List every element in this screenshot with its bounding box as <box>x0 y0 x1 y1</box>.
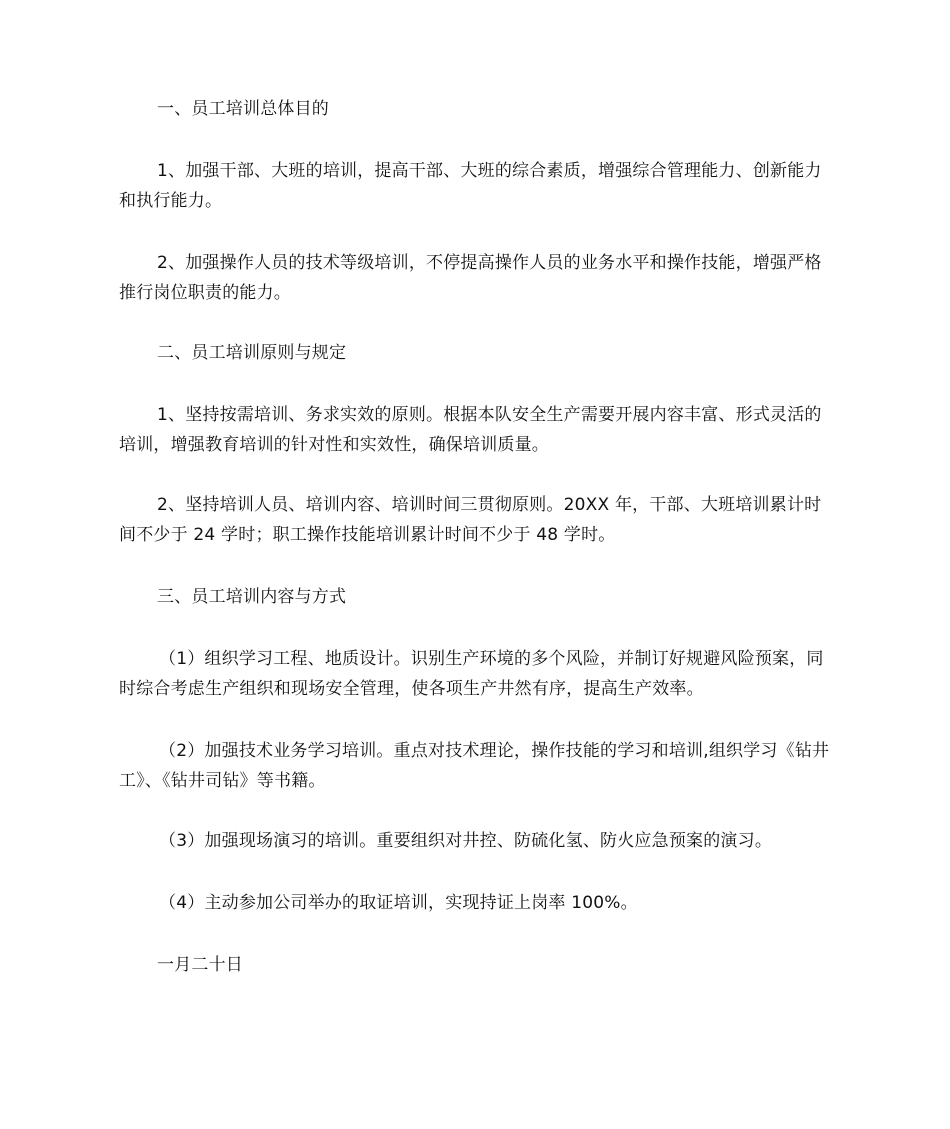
paragraph-2-1: 1、坚持按需培训、务求实效的原则。根据本队安全生产需要开展内容丰富、形式灵活的培训，增强教育培训的针对性和实效性，确保培训质量。 <box>119 405 822 455</box>
section-heading-1: 一、员工培训总体目的 <box>157 99 329 119</box>
paragraph-1-2: 2、加强操作人员的技术等级培训，不停提高操作人员的业务水平和操作技能，增强严格推行岗位职责的能力。 <box>119 253 822 303</box>
date-line: 一月二十日 <box>157 955 243 975</box>
section-heading-2: 二、员工培训原则与规定 <box>157 343 347 363</box>
paragraph-3-1: （1）组织学习工程、地质设计。识别生产环境的多个风险，并制订好规避风险预案，同时综合考虑生产组织和现场安全管理，使各项生产井然有序，提高生产效率。 <box>119 649 824 699</box>
section-heading-3: 三、员工培训内容与方式 <box>157 587 347 607</box>
paragraph-3-3: （3）加强现场演习的培训。重要组织对井控、防硫化氢、防火应急预案的演习。 <box>159 831 773 851</box>
paragraph-3-4: （4）主动参加公司举办的取证培训，实现持证上岗率 100%。 <box>159 893 638 913</box>
paragraph-1-1: 1、加强干部、大班的培训，提高干部、大班的综合素质，增强综合管理能力、创新能力和执行能力。 <box>119 161 822 211</box>
paragraph-3-2: （2）加强技术业务学习培训。重点对技术理论，操作技能的学习和培训,组织学习《钻井工》、《钻井司钻》等书籍。 <box>119 741 830 791</box>
paragraph-2-2: 2、坚持培训人员、培训内容、培训时间三贯彻原则。20XX 年，干部、大班培训累计时间不少于 24 学时；职工操作技能培训累计时间不少于 48 学时。 <box>119 495 822 545</box>
